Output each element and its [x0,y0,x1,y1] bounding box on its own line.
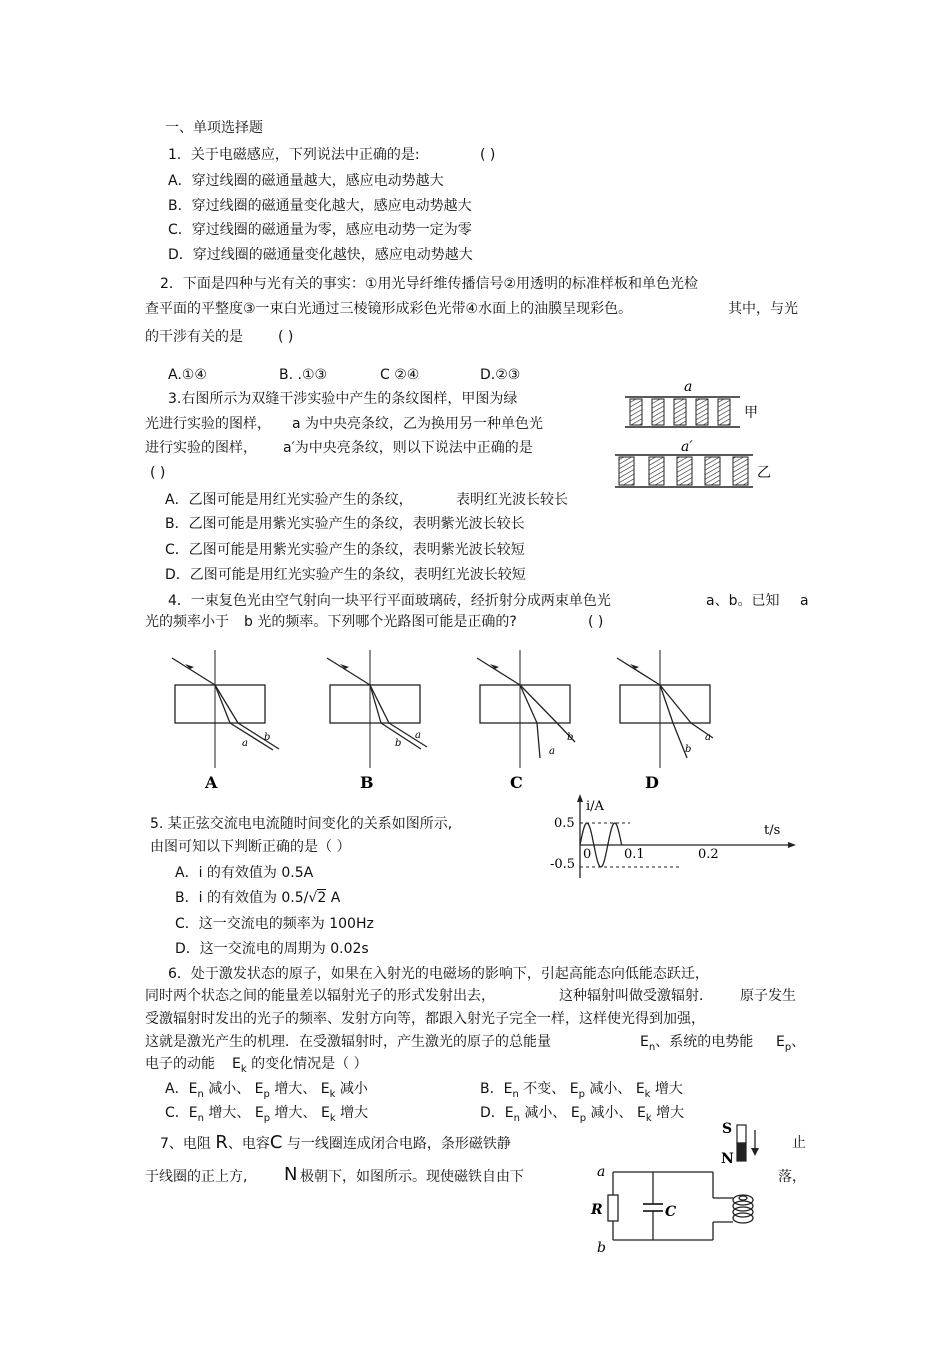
q3-line1: 3.右图所示为双缝干涉实验中产生的条纹图样，甲图为绿 [168,391,518,407]
y-axis-arrow [577,794,583,802]
circuit-figure [585,1120,775,1255]
ray-a-label-1: a [242,738,248,749]
q4-line2a: 光的频率小于 [145,614,229,630]
magnet-n-half [737,1143,746,1161]
q6-option-c: C．$E_n$ 增大、 $E_p$ 增大、 $E_k$ 增大 [165,1105,369,1124]
q4-line1b: a、b。已知 [706,593,780,609]
q2-option-a: A.①④ [168,367,207,383]
y-tick-top: 0.5 [554,816,575,831]
q7-line1d: 止 [792,1135,806,1151]
q4-paren: ( ) [588,614,604,630]
q3-paren: ( ) [150,465,166,481]
q2-option-c: C ②④ [380,367,420,383]
q3-option-a: A．乙图可能是用红光实验产生的条纹， [165,492,413,508]
diagram-letter-a: A [205,773,218,792]
resistor [608,1195,618,1221]
ray-diagram-b [327,650,427,792]
capacitor-label: C [665,1204,677,1220]
q3-option-a-tail: 表明红光波长较长 [456,492,568,508]
q2-line3: 的干涉有关的是 [145,329,243,345]
q4-line2b: b 光的频率。下列哪个光路图可能是正确的? [244,614,517,630]
q7-line2a: 于线圈的正上方, [145,1169,248,1185]
q1-paren: ( ) [480,147,496,163]
sine-chart [550,790,800,880]
q1-option-b: B．穿过线圈的磁通量变化越大，感应电动势越大 [168,198,472,214]
x-tick-2: 0.2 [698,847,719,862]
x-tick-1: 0.1 [624,847,645,862]
q6-option-b: B．$E_n$ 不变、 $E_p$ 减小、 $E_k$ 增大 [480,1081,683,1100]
q3-line3a: 进行实验的图样， [145,440,257,456]
sqrt-symbol: √ [308,890,318,906]
ray-b-label-1: b [395,738,402,749]
q6-option-a: A．$E_n$ 减小、 $E_p$ 增大、 $E_k$ 减小 [165,1081,368,1100]
ray-d-label-1: b [685,744,692,755]
magnet-label-n: N [721,1151,734,1167]
y-axis-label: i/A [586,799,604,814]
refraction-diagrams [160,650,720,795]
q2-option-b: B. .①③ [279,367,328,383]
q4-line1c: a [800,593,809,609]
q3-line2b: a 为中央亮条纹，乙为换用另一种单色光 [292,416,544,432]
q3-line2a: 光进行实验的图样， [145,416,271,432]
q6-line3: 受激辐射时发出的光子的频率、发射方向等，都跟入射光子完全一样，这样使光得到加强， [145,1011,705,1027]
ray-d-label-2: a [705,732,711,743]
q6-line2b: 这种辐射叫做受激辐射． [559,988,713,1004]
fringe-figure [605,375,785,490]
q6-line2a: 同时两个状态之间的能量差以辐射光子的形式发射出去， [145,988,495,1004]
magnet-s-half [737,1125,746,1143]
node-label-a: a [597,1164,606,1180]
x-axis-arrow [788,842,796,848]
fringe-label-a: a [684,379,693,395]
section-title: 一、单项选择题 [165,120,263,136]
ray-a-label-2: b [264,732,271,743]
ray-b-label-2: a [415,730,421,741]
q6-energy-en: $E_n$、系统的电势能 [640,1034,754,1053]
y-tick-bottom: -0.5 [550,857,576,872]
q7-line2c: 落， [778,1169,806,1185]
resistor-label: R [591,1202,603,1218]
q5-option-a: A．i 的有效值为 0.5A [175,865,314,881]
ray-diagram-d [617,650,713,792]
q7-line1: 7、电阻 R、电容C 与一线圈连成闭合电路，条形磁铁静 [160,1132,511,1153]
q1-option-d: D．穿过线圈的磁通量变化越快，感应电动势越大 [168,247,473,263]
fringe-jia-bands [630,399,730,425]
q7-line2b: 极朝下，如图所示。现使磁铁自由下 [300,1169,524,1185]
q6-line5a: 电子的动能 [145,1056,215,1072]
diagram-letter-c: C [510,773,523,792]
fringe-label-yi: 乙 [757,465,771,481]
node-label-b: b [597,1240,606,1255]
diagram-letter-d: D [645,773,659,792]
ray-diagram-c [477,650,575,792]
ray-c-label-2: b [567,732,574,743]
q5-option-d: D．这一交流电的周期为 0.02s [175,941,369,957]
q5-option-c: C．这一交流电的频率为 100Hz [175,916,374,932]
q2-paren: ( ) [278,329,294,345]
q5-line2: 由图可知以下判断正确的是（ ） [150,839,351,855]
q7-n-pole: N [284,1164,298,1185]
q4-line1a: 4．一束复色光由空气射向一块平行平面玻璃砖，经折射分成两束单色光 [168,593,611,609]
q5-option-b [175,889,340,907]
q3-option-b: B．乙图可能是用紫光实验产生的条纹，表明紫光波长较长 [165,516,525,532]
x-axis-label: t/s [764,823,781,838]
q2-option-d: D.②③ [480,367,521,383]
q2-line2b: 其中，与光 [728,301,798,317]
q3-option-c: C．乙图可能是用紫光实验产生的条纹，表明紫光波长较短 [165,542,525,558]
ray-diagram-a [172,650,279,792]
sqrt-radicand: 2 [317,890,327,906]
q6-option-d: D．$E_n$ 减小、 $E_p$ 减小、 $E_k$ 增大 [480,1105,685,1124]
q1-option-a: A．穿过线圈的磁通量越大，感应电动势越大 [168,173,444,189]
q1-option-c: C．穿过线圈的磁通量为零，感应电动势一定为零 [168,222,472,238]
q2-line1: 2．下面是四种与光有关的事实：①用光导纤维传播信号②用透明的标准样板和单色光检 [160,276,699,292]
coil [733,1195,753,1223]
x-tick-0: 0 [583,847,592,862]
q3-option-d: D．乙图可能是用红光实验产生的条纹，表明红光波长较短 [165,567,526,583]
diagram-letter-b: B [360,773,374,792]
fringe-label-jia: 甲 [744,405,758,421]
ray-c-label-1: a [549,746,555,757]
q5-option-b-text: B．i 的有效值为 0.5/ [175,890,309,906]
magnet-label-s: S [722,1121,733,1137]
q6-line2c: 原子发生 [740,988,796,1004]
q5-option-b-unit: A [330,890,341,906]
q3-line3b: a′为中央亮条纹，则以下说法中正确的是 [283,440,533,456]
q6-line4a: 这就是激光产生的机理．在受激辐射时，产生激光的原子的总能量 [145,1034,551,1050]
q6-energy-ep: $E_p$、 [776,1034,806,1053]
q6-line1: 6．处于激发状态的原子，如果在入射光的电磁场的影响下，引起高能态向低能态跃迁， [168,966,709,982]
q2-line2a: 查平面的平整度③一束白光通过三棱镜形成彩色光带④水面上的油膜呈现彩色。 [145,301,633,317]
fringe-yi-bands [619,457,748,485]
fringe-label-a-prime: a′ [681,439,693,455]
q1-stem: 1．关于电磁感应，下列说法中正确的是: [168,147,420,163]
q5-line1: 5. 某正弦交流电电流随时间变化的关系如图所示, [150,816,453,832]
q6-energy-ek: $E_k$ 的变化情况是（ ） [232,1056,368,1075]
